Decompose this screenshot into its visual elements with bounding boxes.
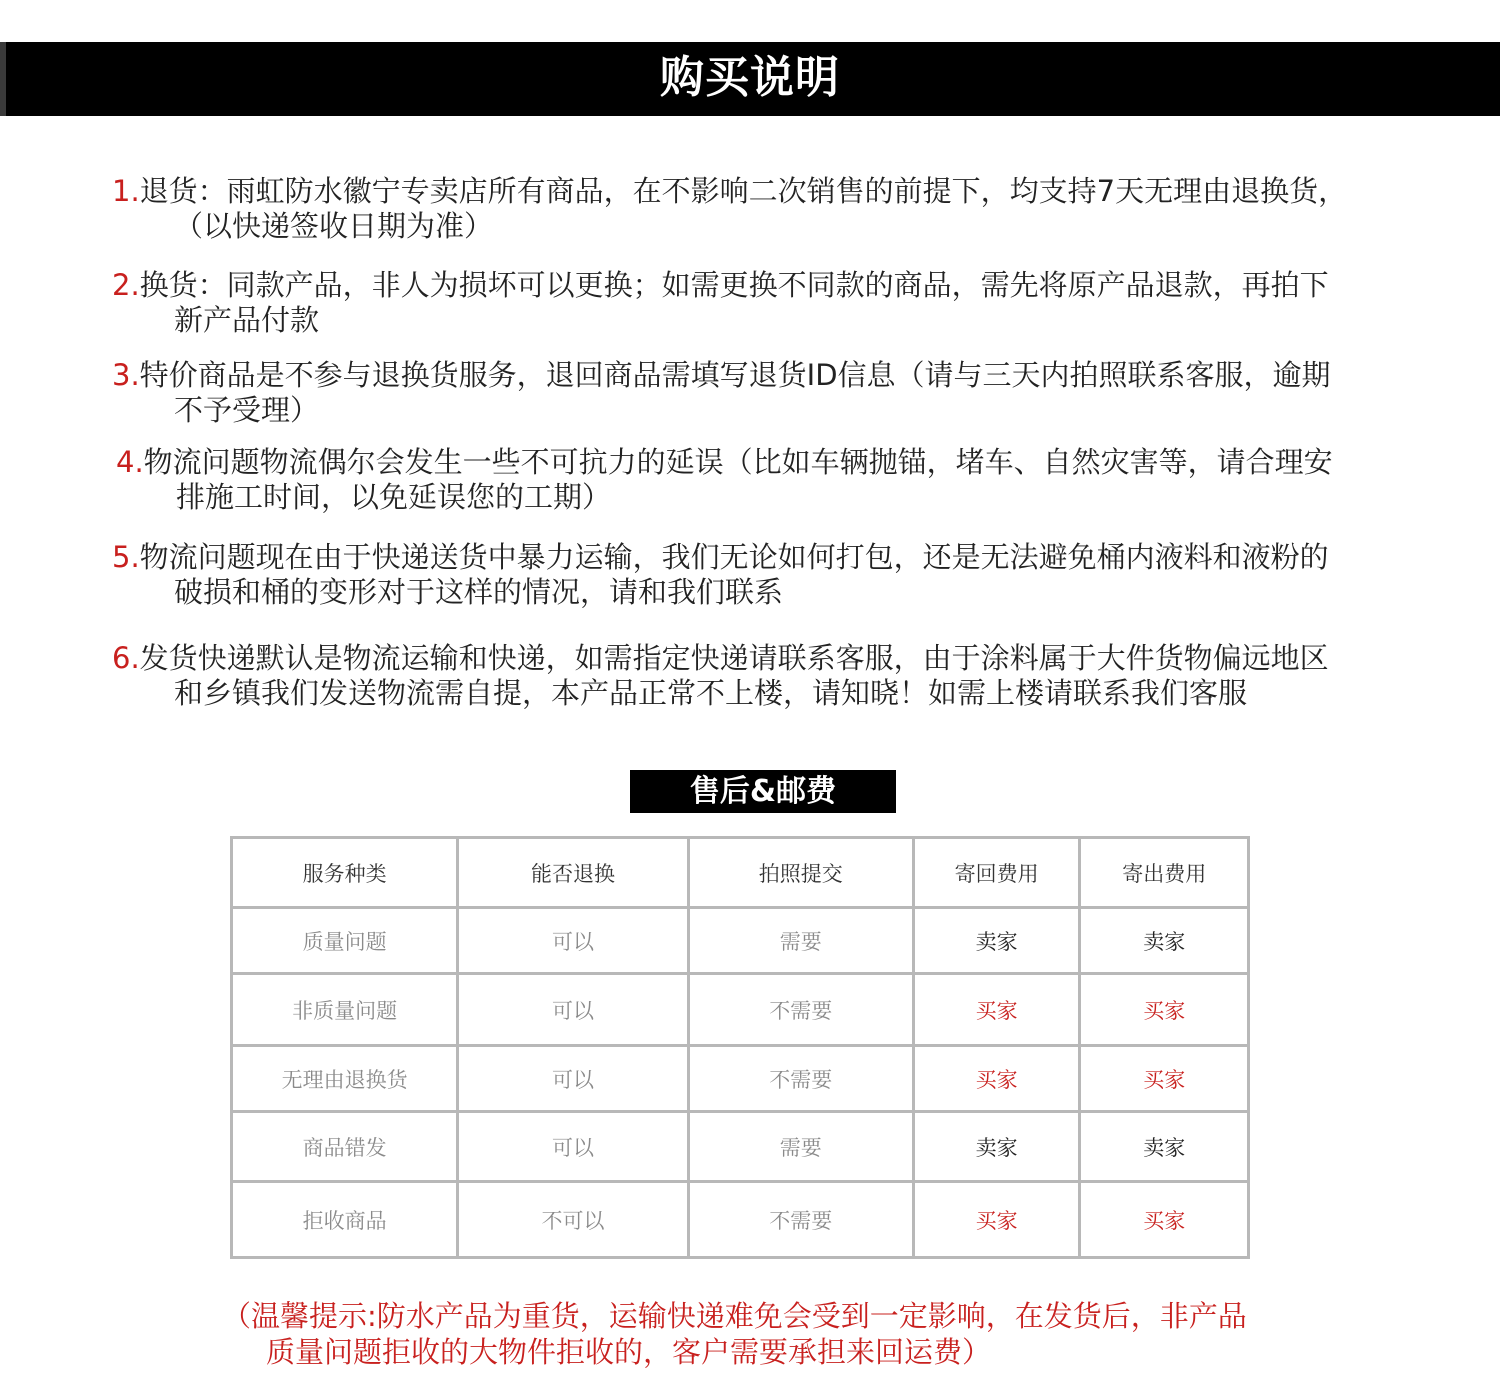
page-title: 购买说明 bbox=[660, 52, 840, 103]
rule-number: 3. bbox=[112, 358, 140, 392]
note-line2: 质量问题拒收的大物件拒收的，客户需要承担来回运费） bbox=[266, 1335, 992, 1369]
table-cell: 买家 bbox=[913, 1046, 1080, 1112]
table-cell: 可以 bbox=[458, 908, 688, 974]
table-cell: 非质量问题 bbox=[232, 974, 458, 1046]
table-cell: 不可以 bbox=[458, 1182, 688, 1258]
table-cell: 可以 bbox=[458, 1046, 688, 1112]
rule-number: 2. bbox=[112, 268, 140, 302]
note-line1: （温馨提示:防水产品为重货，运输快递难免会受到一定影响，在发货后，非产品 bbox=[222, 1299, 1247, 1333]
column-header: 寄回费用 bbox=[913, 838, 1080, 908]
table-cell: 买家 bbox=[913, 1182, 1080, 1258]
table-row bbox=[232, 1046, 1249, 1112]
table-row bbox=[232, 974, 1249, 1046]
aftersale-fee-table bbox=[230, 836, 1250, 1259]
table-cell: 拒收商品 bbox=[232, 1182, 458, 1258]
table-cell: 买家 bbox=[1080, 1046, 1249, 1112]
table-cell: 无理由退换货 bbox=[232, 1046, 458, 1112]
table-cell: 可以 bbox=[458, 1112, 688, 1182]
column-header: 服务种类 bbox=[232, 838, 458, 908]
rule-number: 4. bbox=[116, 445, 144, 479]
rule-text-line2: 和乡镇我们发送物流需自提，本产品正常不上楼，请知晓！如需上楼请联系我们客服 bbox=[174, 676, 1248, 710]
table-cell: 买家 bbox=[913, 974, 1080, 1046]
column-header: 能否退换 bbox=[458, 838, 688, 908]
table-cell: 不需要 bbox=[688, 1046, 913, 1112]
table-cell: 不需要 bbox=[688, 974, 913, 1046]
rule-text-line1: 退货：雨虹防水徽宁专卖店所有商品，在不影响二次销售的前提下，均支持7天无理由退换货， bbox=[139, 174, 1348, 208]
table-cell: 买家 bbox=[1080, 974, 1249, 1046]
rule-text-line1: 物流问题现在由于快递送货中暴力运输，我们无论如何打包，还是无法避免桶内液料和液粉的 bbox=[139, 540, 1329, 574]
table-row bbox=[232, 908, 1249, 974]
table-cell: 需要 bbox=[688, 1112, 913, 1182]
table-cell: 质量问题 bbox=[232, 908, 458, 974]
rule-text-line2: 不予受理） bbox=[174, 393, 320, 427]
rule-text-line1: 特价商品是不参与退换货服务，退回商品需填写退货ID信息（请与三天内拍照联系客服，逾期 bbox=[139, 358, 1331, 392]
table-cell: 卖家 bbox=[1080, 908, 1249, 974]
rule-text-line2: （以快递签收日期为准） bbox=[174, 209, 494, 243]
column-header: 拍照提交 bbox=[688, 838, 913, 908]
table-cell: 需要 bbox=[688, 908, 913, 974]
rule-item-5 bbox=[112, 540, 1402, 610]
rule-number: 6. bbox=[112, 641, 140, 675]
rule-text-line1: 换货：同款产品，非人为损坏可以更换；如需更换不同款的商品，需先将原产品退款，再拍下 bbox=[139, 268, 1329, 302]
table-header-row bbox=[232, 838, 1249, 908]
table-row bbox=[232, 1112, 1249, 1182]
warm-tip-note bbox=[222, 1298, 1302, 1370]
rule-text-line2: 破损和桶的变形对于这样的情况，请和我们联系 bbox=[174, 575, 784, 609]
table-cell: 不需要 bbox=[688, 1182, 913, 1258]
column-header: 寄出费用 bbox=[1080, 838, 1249, 908]
rule-text-line2: 排施工时间，以免延误您的工期） bbox=[176, 480, 612, 514]
rule-number: 1. bbox=[112, 174, 140, 208]
rule-item-1 bbox=[112, 174, 1402, 244]
rule-number: 5. bbox=[112, 540, 140, 574]
rule-text-line1: 物流问题物流偶尔会发生一些不可抗力的延误（比如车辆抛锚，堵车、自然灾害等，请合理安 bbox=[143, 445, 1333, 479]
table-cell: 可以 bbox=[458, 974, 688, 1046]
table-row bbox=[232, 1182, 1249, 1258]
table-cell: 卖家 bbox=[1080, 1112, 1249, 1182]
section-badge: 售后&邮费 bbox=[630, 770, 896, 813]
rule-item-2 bbox=[112, 268, 1402, 338]
rule-item-4 bbox=[112, 445, 1402, 515]
table-cell: 商品错发 bbox=[232, 1112, 458, 1182]
rule-item-6 bbox=[112, 641, 1402, 711]
table-cell: 卖家 bbox=[913, 908, 1080, 974]
rule-text-line2: 新产品付款 bbox=[174, 303, 320, 337]
rule-text-line1: 发货快递默认是物流运输和快递，如需指定快递请联系客服，由于涂料属于大件货物偏远地区 bbox=[139, 641, 1329, 675]
rule-item-3 bbox=[112, 358, 1402, 428]
table-cell: 卖家 bbox=[913, 1112, 1080, 1182]
table-cell: 买家 bbox=[1080, 1182, 1249, 1258]
